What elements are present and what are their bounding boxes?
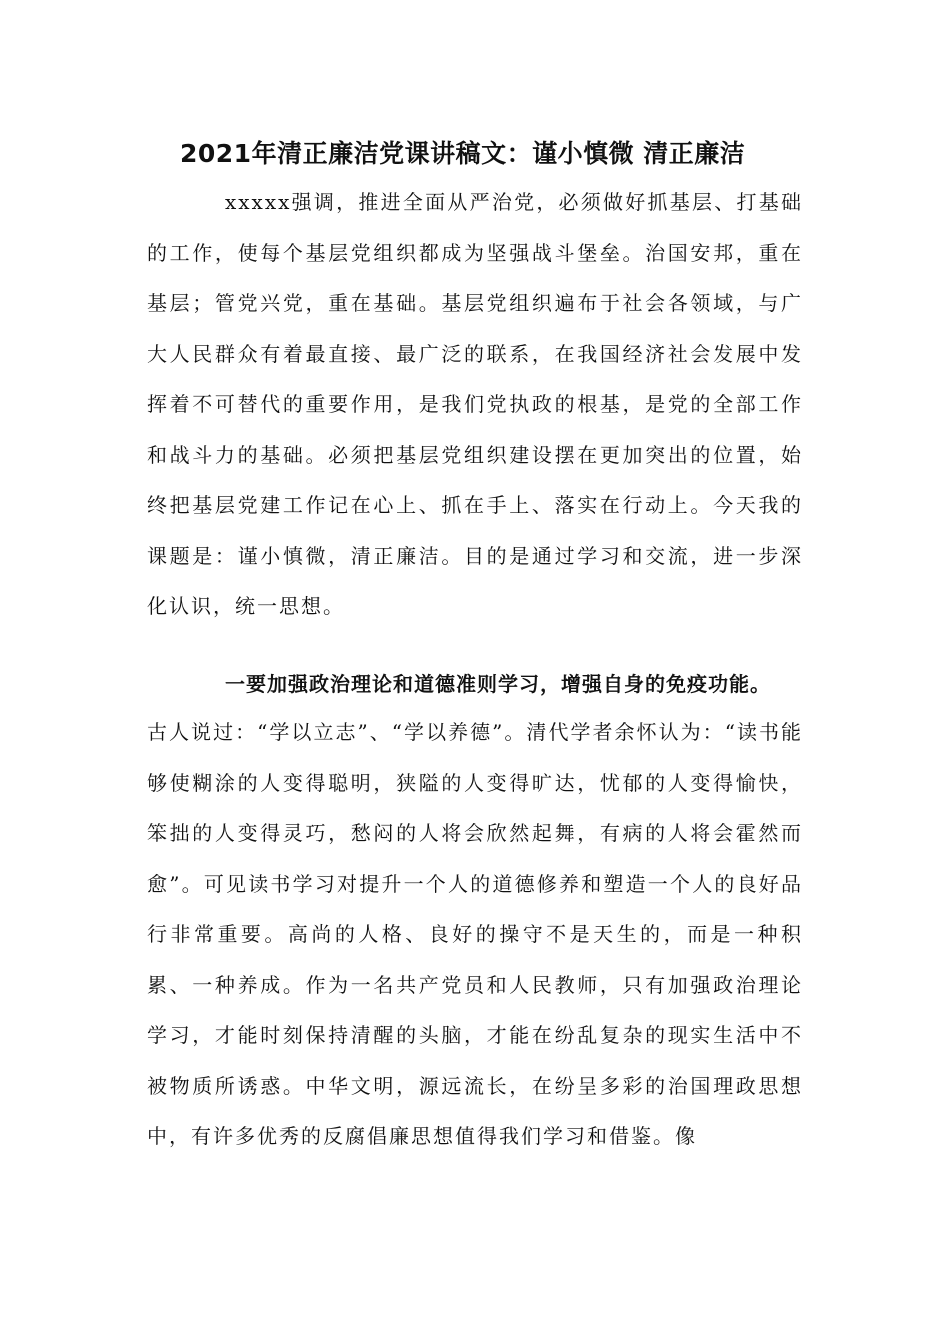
- intro-paragraph: xxxxx强调，推进全面从严治党，必须做好抓基层、打基础的工作，使每个基层党组织都成为坚强战斗堡垒。治国安邦，重在基层；管党兴党，重在基础。基层党组织遍布于社会各领域，与广大人民群众有着最直接、最广泛的联系，在我国经济社会发展中发挥着不可替代的重要作用，是我们党执政的根基，是党的全部工作和战斗力的基础。必须把基层党组织建设摆在更加突出的位置，始终把基层党建工作记在心上、抓在手上、落实在行动上。今天我的课题是：谨小慎微，清正廉洁。目的是通过学习和交流，进一步深化认识，统一思想。: [147, 190, 803, 618]
- section-paragraph: 古人说过：“学以立志”、“学以养德”。清代学者余怀认为：“读书能够使糊涂的人变得聪明，狭隘的人变得旷达，忧郁的人变得愉快，笨拙的人变得灵巧，愁闷的人将会欣然起舞，有病的人将会霍然而愈”。可见读书学习对提升一个人的道德修养和塑造一个人的良好品行非常重要。高尚的人格、良好的操守不是天生的，而是一种积累、一种养成。作为一名共产党员和人民教师，只有加强政治理论学习，才能时刻保持清醒的头脑，才能在纷乱复杂的现实生活中不被物质所诱惑。中华文明，源远流长，在纷呈多彩的治国理政思想中，有许多优秀的反腐倡廉思想值得我们学习和借鉴。像: [147, 720, 803, 1148]
- document-title: 2021年清正廉洁党课讲稿文：谨小慎微 清正廉洁: [180, 139, 746, 168]
- section-heading: 一要加强政治理论和道德准则学习，增强自身的免疫功能。: [225, 672, 771, 696]
